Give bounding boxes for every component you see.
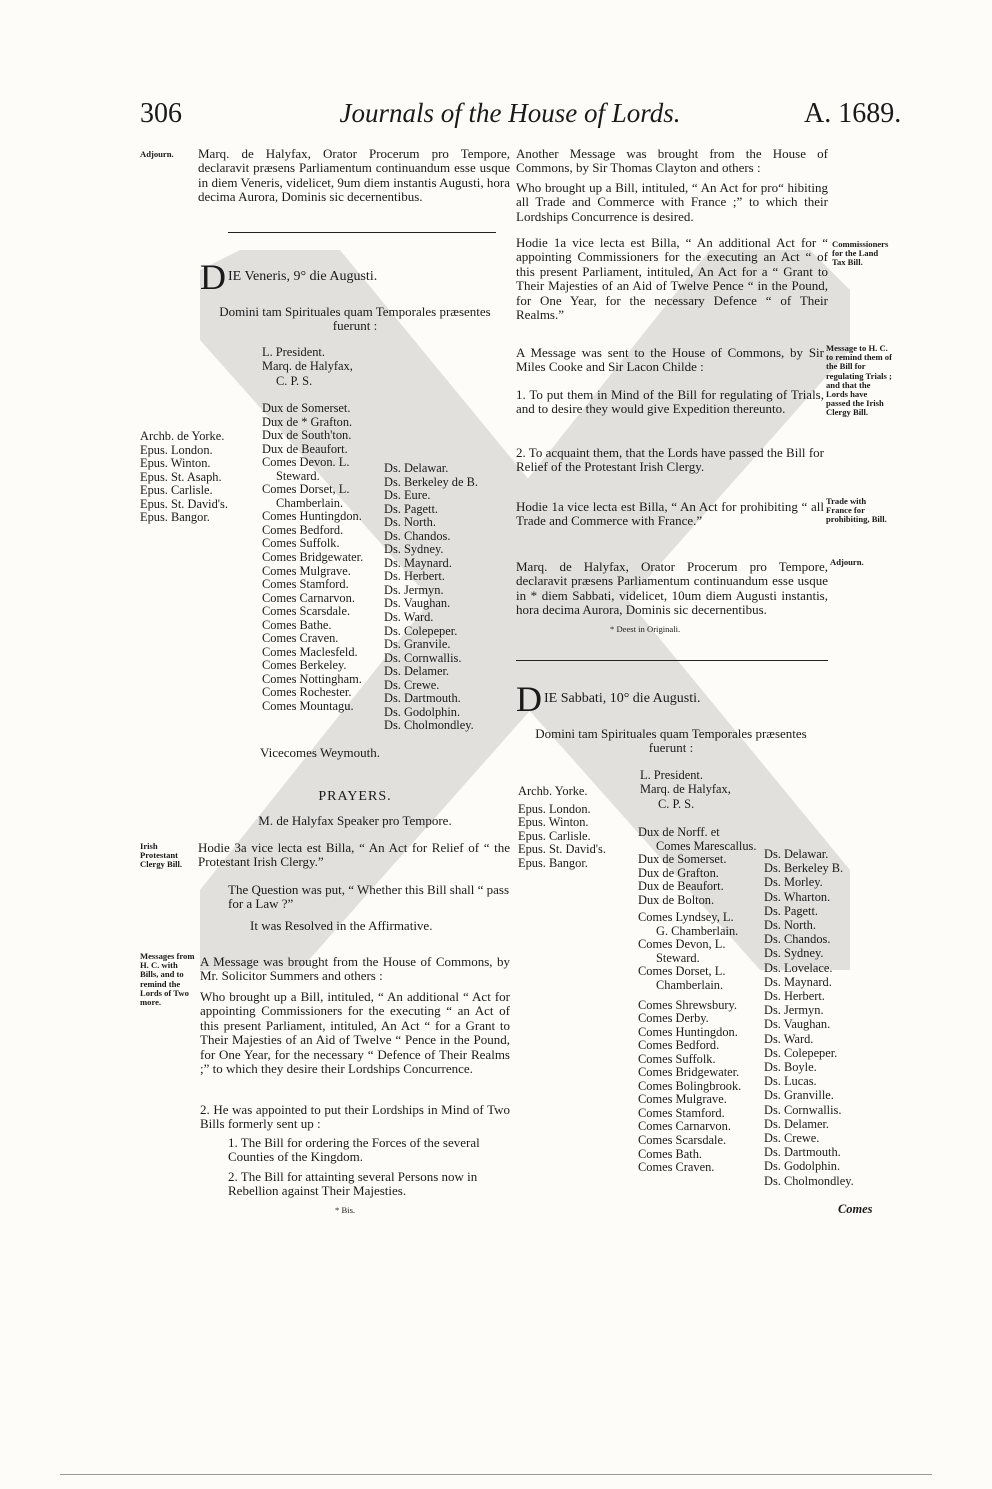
list-item: Epus. Carlisle.	[518, 828, 591, 843]
list-item: Ds. Colepeper.	[384, 623, 458, 638]
list-item: Steward.	[656, 950, 700, 965]
drop-cap: D	[516, 679, 542, 719]
list-item: Ds. Dartmouth.	[384, 691, 461, 706]
list-item: Comes Suffolk.	[262, 536, 340, 551]
list-item: Comes Bolingbrook.	[638, 1078, 742, 1093]
temporal-lords-list	[262, 402, 363, 714]
message-item-1: 1. To put them in Mind of the Bill for regulating of Trials, and to desire they would give Expedition thereunto.	[516, 387, 824, 417]
margin-note-adjourn-right: Adjourn.	[830, 557, 864, 567]
message-sent-paragraph: A Message was sent to the House of Commons, by Sir Miles Cooke and Sir Lacon Childe :	[516, 345, 824, 375]
list-item: Comes Suffolk.	[638, 1051, 716, 1066]
temporal-lords-list-right	[638, 826, 756, 1175]
list-item: Comes Bedford.	[262, 522, 344, 537]
list-item: Comes Marescallus.	[656, 838, 757, 853]
barons-list	[384, 462, 478, 733]
list-item: Epus. Winton.	[140, 456, 211, 471]
list-item: Ds. Maynard.	[384, 555, 452, 570]
domini-line: Domini tam Spirituales quam Temporales præsentes fuerunt :	[219, 304, 491, 334]
vicecomes-line: Vicecomes Weymouth.	[260, 745, 380, 760]
list-item: G. Chamberlain.	[656, 923, 739, 938]
drop-cap: D	[200, 257, 226, 297]
message-item-2: 2. To acquaint them, that the Lords have passed the Bill for Relief of the Protestant Irish Clergy.	[516, 445, 824, 475]
list-item: Dux de Beaufort.	[638, 879, 724, 894]
list-item: Comes Maclesfeld.	[262, 644, 358, 659]
list-item: Dux de Somerset.	[638, 852, 727, 867]
list-item: Epus. St. David's.	[140, 496, 228, 511]
margin-note-adjourn: Adjourn.	[140, 149, 174, 159]
list-item: Ds. Delamer.	[384, 664, 450, 679]
list-item: Epus. Winton.	[518, 815, 589, 830]
margin-note-trade: Trade with France for prohibiting, Bill.	[826, 496, 887, 525]
appointed-paragraph: 2. He was appointed to put their Lordships in Mind of Two Bills formerly sent up :	[200, 1102, 510, 1132]
list-item: Ds. Godolphin.	[764, 1159, 841, 1174]
list-item: Ds. Herbert.	[764, 989, 825, 1004]
list-item: Comes Berkeley.	[262, 658, 347, 673]
section-rule	[228, 232, 496, 233]
catchword: Comes	[838, 1202, 873, 1216]
day-heading-right	[516, 679, 826, 719]
list-item: L. President.	[262, 345, 325, 359]
list-item: Comes Dorset, L.	[262, 482, 350, 497]
irish-bill-paragraph: Hodie 3a vice lecta est Billa, “ An Act for Relief of “ the Protestant Irish Clergy.”	[198, 840, 510, 870]
list-item: Comes Bath.	[638, 1146, 703, 1161]
list-item: Ds. Cornwallis.	[764, 1102, 842, 1117]
list-item: Comes Stamford.	[262, 577, 349, 592]
spiritual-lords-list	[140, 430, 228, 525]
list-item: Chamberlain.	[276, 495, 344, 510]
section-rule-right	[516, 660, 828, 661]
list-item: Epus. Carlisle.	[140, 483, 213, 498]
list-item: Comes Huntingdon.	[638, 1024, 738, 1039]
list-item: Epus. London.	[518, 801, 591, 816]
who-brought-trade-paragraph: Who brought up a Bill, intituled, “ An Act for pro“ hibiting all Trade and Commerce with France ;” to which their Lordships Concurrence is desired.	[516, 180, 828, 224]
list-item: Dux de Bolton.	[638, 892, 715, 907]
bill-item-1: 1. The Bill for ordering the Forces of the several Counties of the Kingdom.	[228, 1135, 480, 1165]
list-item: Ds. Berkeley de B.	[384, 474, 478, 489]
deest-note: * Deest in Originali.	[610, 624, 681, 634]
list-item: Comes Devon, L.	[638, 937, 726, 952]
list-item: C. P. S.	[276, 373, 313, 388]
commissioners-paragraph: Hodie 1a vice lecta est Billa, “ An additional Act for “ appointing Commissioners for the executing an Act “ of this present Parliament, intituled, An Act for a “ Grant to Their Majesties of an Aid of Twelve Pence “ in the Pound, for One Year, for the necessary Defence “ of Their Realms.”	[516, 235, 828, 323]
speaker-line: M. de Halyfax Speaker pro Tempore.	[258, 813, 452, 828]
list-item: Dux de Beaufort.	[262, 441, 348, 456]
barons-list-right	[764, 847, 854, 1188]
day-heading-text: IE Sabbati, 10° die Augusti.	[544, 691, 701, 706]
list-item: Comes Carnarvon.	[638, 1119, 731, 1134]
list-item: Comes Lyndsey, L.	[638, 910, 734, 925]
page-year: A. 1689.	[804, 98, 902, 129]
page-title: Journals of the House of Lords.	[339, 98, 681, 128]
bill-item-2: 2. The Bill for attainting several Persons now in Rebellion against Their Majesties.	[228, 1169, 478, 1199]
prayers-heading: PRAYERS.	[318, 789, 392, 804]
message-paragraph: A Message was brought from the House of Commons, by Mr. Solicitor Summers and others :	[200, 954, 510, 984]
list-item: Ds. Berkeley B.	[764, 861, 844, 876]
list-item: Ds. Chandos.	[764, 932, 831, 947]
another-message-paragraph: Another Message was brought from the House of Commons, by Sir Thomas Clayton and others :	[516, 146, 828, 176]
day-heading	[200, 257, 500, 297]
list-item: Ds. Wharton.	[764, 889, 831, 904]
president-list	[262, 345, 353, 388]
who-brought-paragraph: Who brought up a Bill, intituled, “ An additional “ Act for appointing Commissioners for the executing “ an Act of this present Parliament, intituled, An Act “ for a Grant to Their Majesties of an Aid of Twelve “ Pence in the Pound, for One Year, for the necessary “ Defence of Their Realms ;” to which they desire their Lordships Concurrence.	[200, 989, 510, 1077]
list-item: Ds. Granville.	[764, 1088, 834, 1103]
trade-paragraph: Hodie 1a vice lecta est Billa, “ An Act for prohibiting “ all Trade and Commerce with France.”	[516, 499, 824, 529]
list-item: Comes Craven.	[262, 631, 339, 646]
question-paragraph: The Question was put, “ Whether this Bill shall “ pass for a Law ?”	[228, 882, 510, 912]
page-number: 306	[140, 98, 182, 129]
list-item: Ds. Sydney.	[384, 542, 444, 557]
list-item: Ds. Vaughan.	[384, 596, 451, 611]
list-item: Ds. North.	[384, 515, 436, 530]
list-item: Ds. North.	[764, 918, 816, 933]
list-item: Archb. Yorke.	[518, 784, 588, 798]
margin-note-message-to-hc: Message to H. C. to remind them of the Bill for regulating Trials ; and that the Lords have passed the Irish Clergy Bill.	[826, 343, 892, 418]
list-item: Ds. Eure.	[384, 488, 431, 503]
list-item: Comes Bridgewater.	[262, 550, 364, 565]
list-item: Ds. Lucas.	[764, 1074, 817, 1089]
list-item: Ds. Pagett.	[384, 501, 439, 516]
list-item: Ds. Colepeper.	[764, 1045, 838, 1060]
list-item: Comes Derby.	[638, 1011, 709, 1026]
day-heading-text: IE Veneris, 9° die Augusti.	[228, 269, 378, 284]
list-item: Ds. Cornwallis.	[384, 650, 462, 665]
list-item: Epus. London.	[140, 442, 213, 457]
list-item: Comes Bridgewater.	[638, 1065, 740, 1080]
bottom-rule	[60, 1474, 932, 1475]
list-item: Comes Devon. L.	[262, 455, 350, 470]
list-item: Ds. Herbert.	[384, 569, 445, 584]
margin-note-commissioners: Commissioners for the Land Tax Bill.	[832, 239, 889, 268]
list-item: Ds. Cholmondley.	[764, 1173, 854, 1188]
adjourn-right-paragraph: Marq. de Halyfax, Orator Procerum pro Tempore, declaravit præsens Parliamentum continuandum esse usque in * diem Sabbati, videlicet, 10um diem Augusti instantis, hora decima Aurora, Dominis sic decernentibus.	[516, 559, 828, 618]
list-item: Comes Bathe.	[262, 617, 332, 632]
list-item: Ds. Delawar.	[764, 847, 829, 861]
list-item: Ds. Ward.	[764, 1031, 814, 1046]
list-item: Comes Dorset, L.	[638, 964, 726, 979]
list-item: Comes Mulgrave.	[638, 1092, 727, 1107]
list-item: Ds. Crewe.	[764, 1131, 820, 1146]
footnote: * Bis.	[335, 1205, 356, 1215]
list-item: Ds. Jermyn.	[764, 1003, 824, 1018]
list-item: Ds. Sydney.	[764, 946, 824, 961]
list-item: Chamberlain.	[656, 978, 724, 993]
list-item: Comes Mountagu.	[262, 699, 354, 714]
list-item: Marq. de Halyfax,	[640, 782, 731, 797]
list-item: Comes Carnarvon.	[262, 590, 355, 605]
list-item: Archb. de Yorke.	[140, 429, 225, 443]
list-item: Dux de * Grafton.	[262, 414, 353, 429]
list-item: Ds. Pagett.	[764, 903, 819, 918]
list-item: Ds. Cholmondley.	[384, 718, 474, 733]
list-item: Epus. Bangor.	[518, 855, 588, 870]
resolved-line: It was Resolved in the Affirmative.	[250, 918, 433, 933]
list-item: Steward.	[276, 468, 320, 483]
list-item: Comes Craven.	[638, 1160, 715, 1175]
list-item: Ds. Jermyn.	[384, 582, 444, 597]
list-item: L. President.	[640, 768, 703, 782]
list-item: Ds. Dartmouth.	[764, 1145, 841, 1160]
list-item: Epus. Bangor.	[140, 510, 210, 525]
list-item: Ds. Delawar.	[384, 461, 449, 475]
list-item: Epus. St. Asaph.	[140, 469, 222, 484]
list-item: Comes Rochester.	[262, 685, 352, 700]
list-item: Epus. St. David's.	[518, 842, 606, 857]
list-item: Comes Scarsdale.	[638, 1133, 727, 1148]
list-item: Ds. Boyle.	[764, 1060, 817, 1075]
list-item: Dux de Grafton.	[638, 865, 719, 880]
list-item: Comes Shrewsbury.	[638, 997, 738, 1012]
list-item: Marq. de Halyfax,	[262, 359, 353, 374]
list-item: Comes Mulgrave.	[262, 563, 351, 578]
list-item: Ds. Granvile.	[384, 637, 451, 652]
list-item: Ds. Morley.	[764, 875, 823, 890]
adjourn-paragraph: Marq. de Halyfax, Orator Procerum pro Tempore, declaravit præsens Parliamentum continuandum esse usque in diem Veneris, videlicet, 9um diem instantis Augusti, hora decima Aurora, Dominis sic decernentibus.	[198, 146, 510, 205]
margin-note-messages: Messages from H. C. with Bills, and to remind the Lords of Two more.	[140, 951, 195, 1008]
list-item: Comes Stamford.	[638, 1105, 725, 1120]
list-item: Comes Nottingham.	[262, 671, 362, 686]
list-item: Ds. Maynard.	[764, 974, 832, 989]
list-item: Ds. Chandos.	[384, 528, 451, 543]
list-item: Comes Bedford.	[638, 1038, 720, 1053]
margin-note-irish-bill: Irish Protestant Clergy Bill.	[140, 841, 183, 870]
list-item: Comes Huntingdon.	[262, 509, 362, 524]
list-item: Ds. Lovelace.	[764, 960, 833, 975]
list-item: Ds. Crewe.	[384, 677, 440, 692]
spiritual-lords-list-right	[518, 785, 606, 870]
president-list-right	[640, 768, 731, 811]
list-item: Dux de Norff. et	[638, 825, 720, 839]
list-item: Ds. Delamer.	[764, 1116, 830, 1131]
list-item: Comes Scarsdale.	[262, 604, 351, 619]
list-item: Ds. Ward.	[384, 610, 434, 625]
list-item: C. P. S.	[658, 796, 695, 811]
list-item: Dux de Somerset.	[262, 401, 351, 415]
list-item: Ds. Vaughan.	[764, 1017, 831, 1032]
list-item: Dux de South'ton.	[262, 428, 352, 443]
domini-line-right: Domini tam Spirituales quam Temporales præsentes fuerunt :	[535, 726, 807, 756]
list-item: Ds. Godolphin.	[384, 704, 461, 719]
